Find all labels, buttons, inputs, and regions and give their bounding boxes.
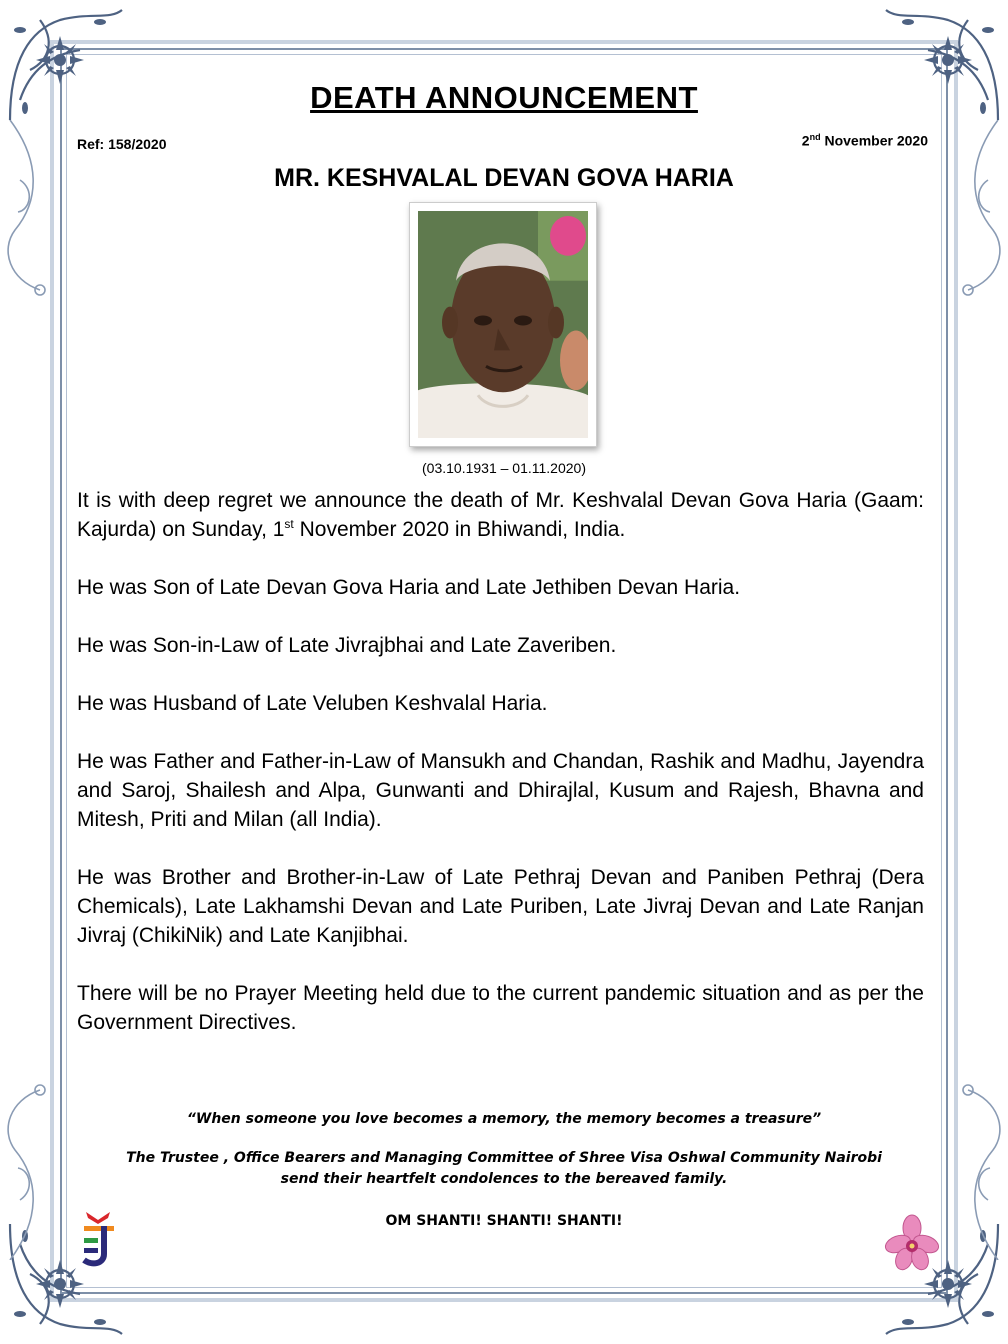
announcement-body [77, 486, 924, 1066]
date-suffix: nd [809, 132, 821, 142]
paragraph-siblings: He was Brother and Brother-in-Law of Late Pethraj Devan and Paniben Pethraj (Dera Chemicals), Late Lakhamshi Devan and Late Puriben, Late Jivraj Devan and Late Ranjan Jivraj (ChikiNik) and Late Kanjibhai. [77, 866, 924, 947]
portrait-photo [409, 202, 597, 447]
date-rest: November 2020 [820, 132, 928, 149]
om-shanti: OM SHANTI! SHANTI! SHANTI! [385, 1213, 623, 1229]
paragraph-in-laws: He was Son-in-Law of Late Jivrajbhai and Late Zaveriben. [77, 634, 617, 657]
paragraph-children: He was Father and Father-in-Law of Mansukh and Chandan, Rashik and Madhu, Jayendra and Saroj, Shailesh and Alpa, Gunwanti and Dhirajlal, Kusum and Rajesh, Bhavna and Mitesh, Priti and Milan (all India). [77, 750, 924, 831]
reference-number: Ref: 158/2020 [77, 136, 167, 152]
portrait-image [418, 211, 588, 438]
community-logo-icon [78, 1208, 120, 1270]
announcement-date [802, 132, 928, 149]
condolence-line-1: The Trustee , Office Bearers and Managing Committee of Shree Visa Oshwal Community Nairobi [126, 1150, 882, 1166]
paragraph-parents: He was Son of Late Devan Gova Haria and Late Jethiben Devan Haria. [77, 576, 741, 599]
swirl-ornament-icon [0, 120, 60, 320]
paragraph-spouse: He was Husband of Late Veluben Keshvalal Haria. [77, 692, 548, 715]
paragraph-prayer-meeting: There will be no Prayer Meeting held due to the current pandemic situation and as per the Government Directives. [77, 982, 924, 1034]
page-title: DEATH ANNOUNCEMENT [310, 80, 698, 115]
paragraph-death-notice [77, 486, 924, 544]
condolence-line-2: send their heartfelt condolences to the bereaved family. [280, 1171, 728, 1187]
condolence-message [0, 1148, 1008, 1190]
ordinal-suffix: st [284, 517, 294, 531]
paragraph-death-notice-a: It is with deep regret we announce the death of Mr. Keshvalal Devan Gova Haria (Gaam: Kajurda) on Sunday, 1 [77, 489, 924, 541]
date-day: 2 [801, 132, 810, 149]
deceased-name: MR. KESHVALAL DEVAN GOVA HARIA [274, 164, 734, 192]
life-dates: (03.10.1931 – 01.11.2020) [422, 460, 586, 476]
memorial-quote: “When someone you love becomes a memory, the memory becomes a treasure” [186, 1111, 822, 1127]
pink-flower-icon [884, 1214, 940, 1272]
swirl-ornament-icon [948, 120, 1008, 320]
paragraph-death-notice-b: November 2020 in Bhiwandi, India. [293, 518, 626, 541]
